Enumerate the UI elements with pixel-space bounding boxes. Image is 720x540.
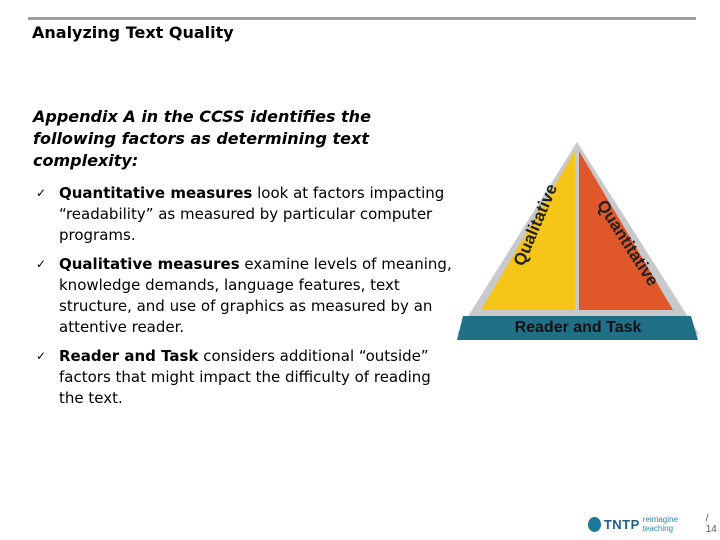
list-item	[36, 346, 456, 409]
bullet-text: look at factors impacting “readability” as measured by particular computer programs.	[59, 184, 445, 244]
quantitative-label: Quantitative	[592, 196, 663, 290]
bullet-text: considers additional “outside” factors that might impact the difficulty of reading the text.	[59, 347, 431, 407]
bullet-term: Reader and Task	[59, 347, 199, 365]
list-item	[36, 183, 456, 246]
check-icon: ✓	[36, 186, 47, 200]
logo-text: TNTP	[603, 516, 640, 532]
footer-logo	[588, 515, 720, 533]
qualitative-label: Qualitative	[509, 181, 562, 269]
page-number: / 14	[705, 513, 717, 535]
subtitle: Appendix A in the CCSS identifies the following factors as determining text complexity:	[33, 107, 371, 170]
page-title: Analyzing Text Quality	[32, 23, 234, 42]
check-icon: ✓	[36, 257, 47, 271]
bullet-text: examine levels of meaning, knowledge demands, language features, text structure, and use of graphics as measured by an attentive reader.	[59, 255, 452, 336]
list-item	[36, 254, 456, 338]
check-icon: ✓	[36, 349, 47, 363]
logo-tagline: reimagine teaching	[642, 515, 678, 533]
text-complexity-triangle	[455, 140, 700, 345]
bullet-list	[36, 183, 456, 417]
tntp-logo-icon	[588, 517, 601, 532]
bullet-term: Quantitative measures	[59, 184, 253, 202]
reader-task-label: Reader and Task	[514, 319, 642, 336]
title-rule	[28, 17, 696, 20]
bullet-term: Qualitative measures	[59, 255, 240, 273]
